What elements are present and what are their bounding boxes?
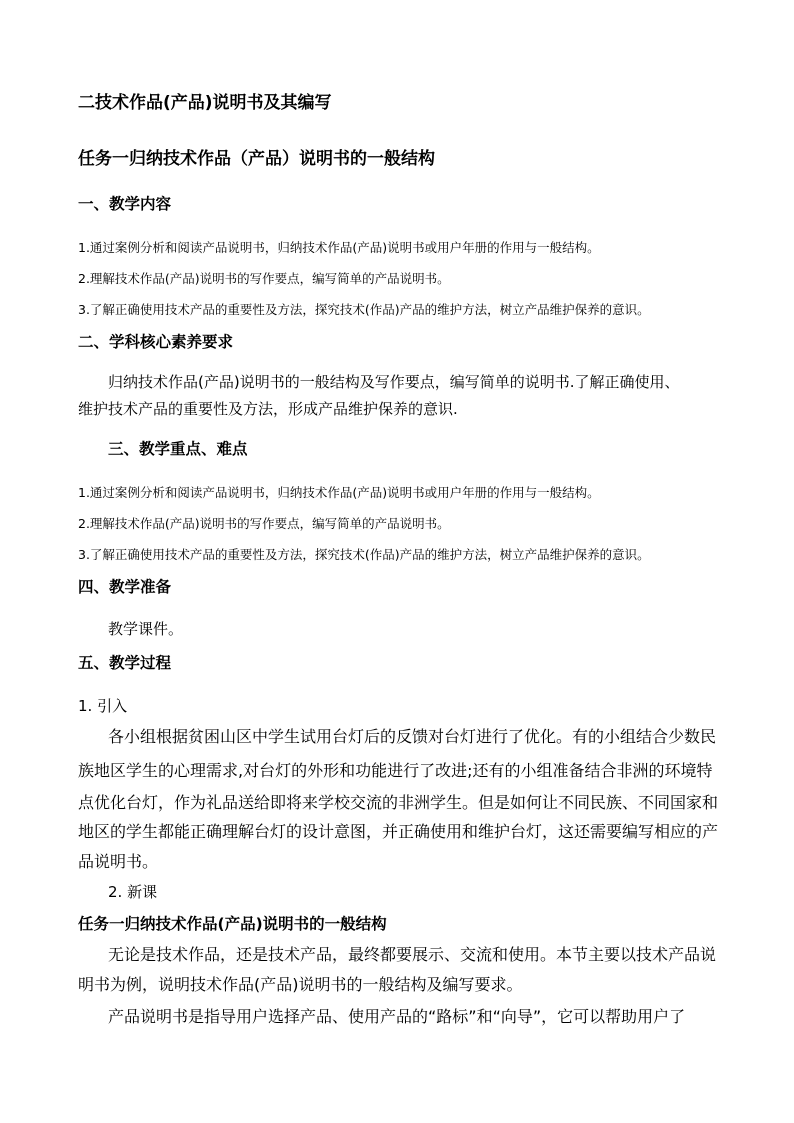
list-item: 3.了解正确使用技术产品的重要性及方法，探究技术(作品)产品的维护方法，树立产品维护保养的意识。 — [78, 302, 650, 317]
list-item: 3.了解正确使用技术产品的重要性及方法，探究技术(作品)产品的维护方法，树立产品维护保养的意识。 — [78, 547, 650, 562]
paragraph-line: 点优化台灯，作为礼品送给即将来学校交流的非洲学生。但是如何让不同民族、不同国家和 — [78, 793, 719, 812]
paragraph-line: 明书为例，说明技术作品(产品)说明书的一般结构及编写要求。 — [78, 975, 523, 994]
section-heading-process: 五、教学过程 — [78, 654, 172, 672]
subsection-label-new: 2. 新课 — [108, 883, 158, 901]
list-item: 1.通过案例分析和阅读产品说明书，归纳技术作品(产品)说明书或用户年册的作用与一般结构。 — [78, 240, 600, 255]
task-title: 任务一归纳技术作品（产品）说明书的一般结构 — [78, 149, 435, 169]
paragraph-line: 产品说明书是指导用户选择产品、使用产品的“路标”和“向导”，它可以帮助用户了 — [108, 1007, 686, 1026]
list-item: 2.理解技术作品(产品)说明书的写作要点，编写简单的产品说明书。 — [78, 271, 450, 286]
paragraph-line: 无论是技术作品，还是技术产品，最终都要展示、交流和使用。本节主要以技术产品说 — [108, 945, 717, 964]
paragraph-line: 教学课件。 — [108, 620, 184, 638]
section-heading-content: 一、教学内容 — [78, 195, 172, 213]
task-heading: 任务一归纳技术作品(产品)说明书的一般结构 — [78, 915, 387, 933]
list-item: 2.理解技术作品(产品)说明书的写作要点，编写简单的产品说明书。 — [78, 516, 450, 531]
paragraph-line: 各小组根据贫困山区中学生试用台灯后的反馈对台灯进行了优化。有的小组结合少数民 — [108, 727, 717, 746]
section-heading-keypoints: 三、教学重点、难点 — [108, 440, 248, 458]
section-heading-preparation: 四、教学准备 — [78, 578, 172, 596]
paragraph-line: 归纳技术作品(产品)说明书的一般结构及写作要点，编写简单的说明书.了解正确使用、 — [108, 373, 680, 391]
section-heading-literacy: 二、学科核心素养要求 — [78, 333, 234, 351]
document-title: 二技术作品(产品)说明书及其编写 — [78, 93, 332, 113]
paragraph-line: 品说明书。 — [78, 852, 159, 871]
paragraph-line: 族地区学生的心理需求,对台灯的外形和功能进行了改进;还有的小组准备结合非洲的环境特 — [78, 761, 713, 780]
paragraph-line: 维护技术产品的重要性及方法，形成产品维护保养的意识. — [78, 400, 458, 418]
paragraph-line: 地区的学生都能正确理解台灯的设计意图，并正确使用和维护台灯，这还需要编写相应的产 — [78, 822, 719, 841]
subsection-label-intro: 1. 引入 — [78, 697, 128, 715]
list-item: 1.通过案例分析和阅读产品说明书，归纳技术作品(产品)说明书或用户年册的作用与一般结构。 — [78, 485, 600, 500]
